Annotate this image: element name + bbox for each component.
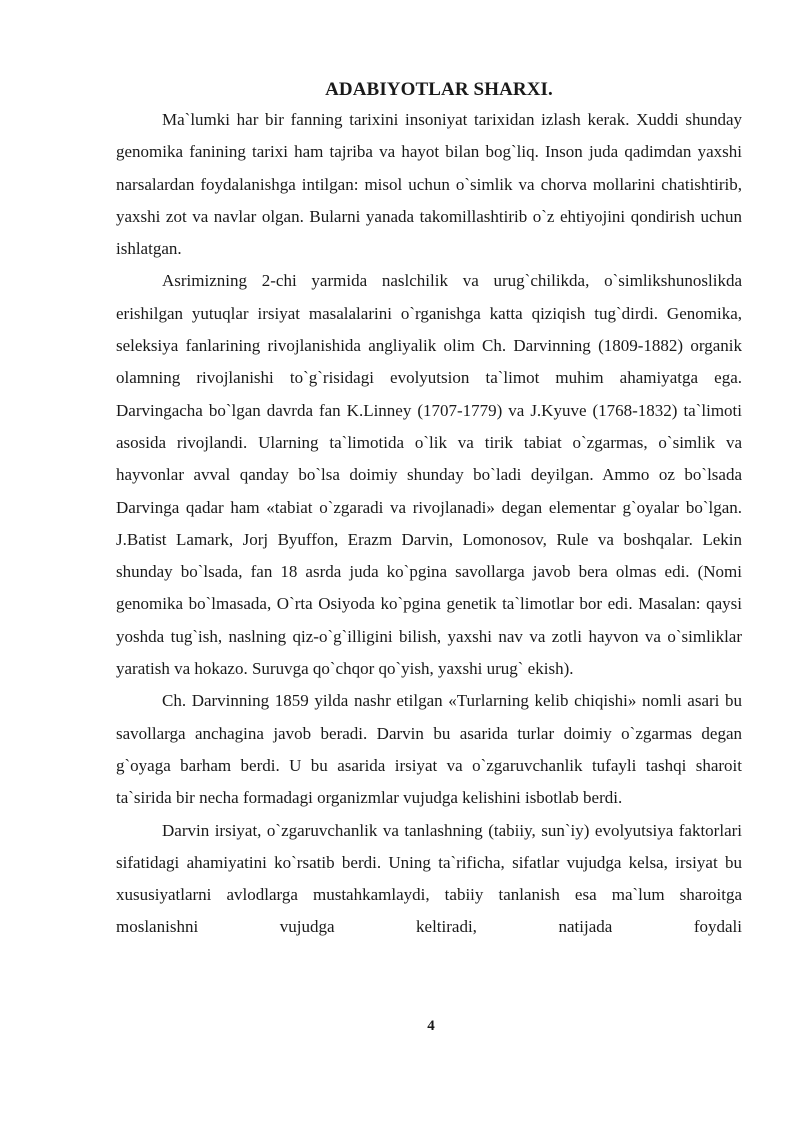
page-number: 4 <box>427 1018 435 1034</box>
paragraph-history: Asrimizning 2-chi yarmida naslchilik va urug`chilikda, o`simlikshunoslikda erishilgan yutuqlar irsiyat masalalarini o`rganishga katta qiziqish tug`dirdi. Genomika, seleksiya fanlarining rivojlanishida angliyalik olim Ch. Darvinning (1809-1882) organik olamning rivojlanishi to`g`risidagi evolyutsion ta`limot muhim ahamiyatga ega. Darvingacha bo`lgan davrda fan K.Linney (1707-1779) va J.Kyuve (1768-1832) ta`limoti asosida rivojlandi. Ularning ta`limotida o`lik va tirik tabiat o`zgarmas, o`simlik va hayvonlar avval qanday bo`lsa doimiy shunday bo`ladi deyilgan. Ammo oz bo`lsada Darvinga qadar ham «tabiat o`zgaradi va rivojlanadi» degan elementar g`oyalar bo`lgan. J.Batist Lamark, Jorj Byuffon, Erazm Darvin, Lomonosov, Rule va boshqalar. Lekin shunday bo`lsada, fan 18 asrda juda ko`pgina savollarga javob bera olmas edi. (Nomi genomika bo`lmasada, O`rta Osiyoda ko`pgina genetik ta`limotlar bor edi. Masalan: qaysi yoshda tug`ish, naslning qiz-o`g`illigini bilish, yaxshi nav va zotli hayvon va o`simliklar yaratish va hokazo. Suruvga qo`chqor qo`yish, yaxshi urug` ekish). <box>116 271 742 679</box>
paragraph-darwin-origin: Ch. Darvinning 1859 yilda nashr etilgan «Turlarning kelib chiqishi» nomli asari bu savollarga anchagina javob beradi. Darvin bu asarida turlar doimiy o`zgarmas degan g`oyaga barham berdi. U bu asarida irsiyat va o`zgaruvchanlik tufayli tashqi sharoit ta`sirida bir necha formadagi organizmlar vujudga kelishini isbotlab berdi. <box>116 691 742 808</box>
paragraph-darwin-factors: Darvin irsiyat, o`zgaruvchanlik va tanlashning (tabiiy, sun`iy) evolyutsiya faktorlari sifatidagi ahamiyatini ko`rsatib berdi. Uning ta`rificha, sifatlar vujudga kelsa, irsiyat bu xususiyatlarni avlodlarga mustahkamlaydi, tabiiy tanlanish esa ma`lum sharoitga moslanishni vujudga keltiradi, natijada foydali <box>116 820 742 937</box>
paragraph-intro: Ma`lumki har bir fanning tarixini insoniyat tarixidan izlash kerak. Xuddi shunday genomika fanining tarixi ham tajriba va hayot bilan bog`liq. Inson juda qadimdan yaxshi narsalardan foydalanishga intilgan: misol uchun o`simlik va chorva mollarini chatishtirib, yaxshi zot va navlar olgan. Bularni yanada takomillashtirib o`z ehtiyojini qondirish uchun ishlatgan. <box>116 110 742 259</box>
page-title: ADABIYOTLAR SHARXI. <box>325 79 553 100</box>
page-content <box>116 76 742 944</box>
